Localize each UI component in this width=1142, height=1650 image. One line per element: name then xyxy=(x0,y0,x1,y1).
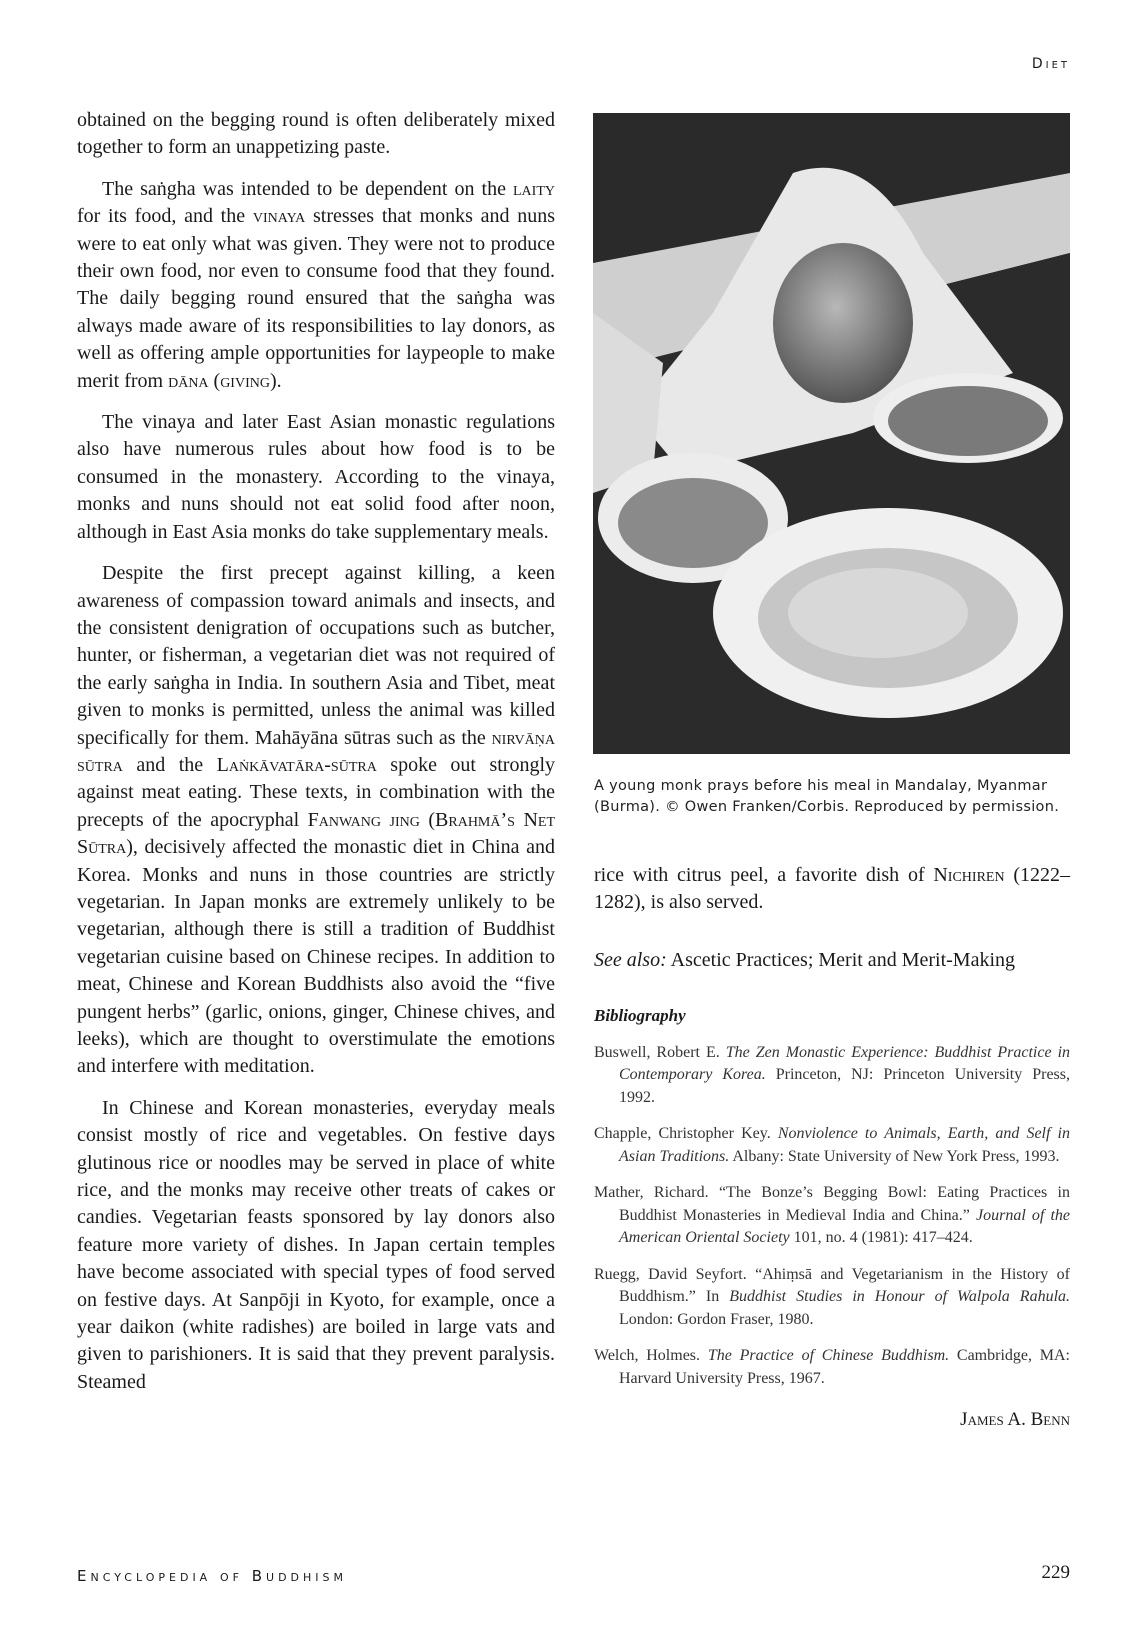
text-run: and the xyxy=(122,753,217,776)
text-run: Buswell, Robert E. xyxy=(594,1043,726,1061)
title-italic: Journal of the American Oriental Society xyxy=(619,1206,1071,1247)
bibliography-heading: Bibliography xyxy=(594,1006,686,1026)
bibliography-entry xyxy=(594,1123,1070,1168)
text-run: Cambridge, MA: Harvard University Press, 1967. xyxy=(619,1347,1071,1387)
text-run: London: Gordon Fraser, 1980. xyxy=(619,1310,814,1328)
text-run: The vinaya and later East Asian monastic regulations also have numerous rules about how food is to be consumed in the monastery. According to the vinaya, monks and nuns should not eat solid food after noon, although in East Asia monks do take supplementary meals. xyxy=(77,411,555,543)
text-run: Albany: State University of New York Press, 1993. xyxy=(729,1147,1060,1165)
title-italic: Nonviolence to Animals, Earth, and Self in Asian Traditions. xyxy=(619,1125,1071,1165)
text-run: stresses that monks and nuns were to eat only what was given. They were not to produce their own food, nor even to consume food that they found. The daily begging round ensured that the saṅgha was always made aware of its responsibilities to lay donors, as well as offering ample opportunities for laypeople to make merit from xyxy=(77,205,556,392)
text-run: Chapple, Christopher Key. xyxy=(594,1125,778,1143)
paragraph xyxy=(594,862,1070,917)
text-run: rice with citrus peel, a favorite dish of xyxy=(594,864,934,886)
paragraph xyxy=(77,107,555,162)
see-also xyxy=(594,947,1070,974)
photo-image xyxy=(593,113,1070,754)
bibliography-entry xyxy=(594,1345,1070,1390)
text-run: for its food, and the xyxy=(77,205,253,228)
bibliography-entry xyxy=(594,1264,1070,1332)
bibliography-entry xyxy=(594,1042,1070,1110)
photo-monk-meal xyxy=(593,113,1070,754)
text-run: Despite the first precept against killing, a keen awareness of compassion toward animals and insects, and the consistent denigration of occupations such as butcher, hunter, or fisherman, a vegetarian diet was not required of the early saṅgha in India. In southern Asia and Tibet, meat given to monks is permitted, unless the animal was killed specifically for them. Mahāyāna sūtras such as the xyxy=(77,562,555,749)
footer-book-title: Encyclopedia of Buddhism xyxy=(77,1567,348,1585)
text-run: Ruegg, David Seyfort. “Ahiṃsā and Vegetarianism in the History of Buddhism.” In xyxy=(594,1265,1070,1306)
article-author: James A. Benn xyxy=(960,1409,1070,1431)
paragraph xyxy=(77,1095,555,1396)
text-run: Mather, Richard. “The Bonze’s Begging Bowl: Eating Practices in Buddhist Monasteries in Medieval India and China.” xyxy=(594,1184,1070,1224)
paragraph xyxy=(77,176,555,395)
title-italic: The Practice of Chinese Buddhism. xyxy=(707,1347,950,1365)
running-head: Diet xyxy=(1031,56,1070,72)
text-run: The saṅgha was intended to be dependent on the xyxy=(102,177,513,200)
right-column xyxy=(594,862,1070,1434)
cross-reference: Laṅkāvatāra-sūtra xyxy=(216,753,377,776)
text-run: obtained on the begging round is often deliberately mixed together to form an unappetizing paste. xyxy=(77,109,555,159)
cross-reference: Fanwang jing (Brahmā’s Net Sūtra) xyxy=(77,808,555,859)
text-run: Welch, Holmes. xyxy=(594,1347,708,1365)
cross-reference: vinaya xyxy=(252,205,306,228)
title-italic: The Zen Monastic Experience: Buddhist Practice in Contemporary Korea. xyxy=(619,1043,1071,1084)
bibliography-entry xyxy=(594,1182,1070,1250)
text-run: spoke out strongly against meat eating. These texts, in combination with the precepts of the apocryphal xyxy=(77,753,556,831)
cross-reference: laity xyxy=(513,177,555,200)
text-run: In Chinese and Korean monasteries, everyday meals consist mostly of rice and vegetables. On festive days glutinous rice or noodles may be served in place of white rice, and the monks may receive other treats of cakes or candies. Vegetarian feasts sponsored by lay donors also feature more variety of dishes. In Japan certain temples have become associated with special types of food served on festive days. At Sanpōji in Kyoto, for example, once a year daikon (white radishes) are boiled in large vats and given to parishioners. It is said that they prevent paralysis. Steamed xyxy=(77,1096,555,1393)
text-run: , decisively affected the monastic diet in China and Korea. Monks and nuns in those countries are strictly vegetarian. In Japan monks are extremely unlikely to be vegetarian, although there is still a tradition of Buddhist vegetarian cuisine based on Chinese recipes. In addition to meat, Chinese and Korean Buddhists also avoid the “five pungent herbs” (garlic, onions, ginger, Chinese chives, and leeks), which are thought to overstimulate the emotions and interfere with meditation. xyxy=(77,836,555,1078)
see-also-links: Ascetic Practices; Merit and Merit-Making xyxy=(666,948,1015,971)
cross-reference: dāna (giving) xyxy=(168,369,277,392)
text-run: . xyxy=(276,369,282,392)
left-column xyxy=(77,107,555,1410)
title-italic: Buddhist Studies in Honour of Walpola Rahula. xyxy=(729,1288,1071,1306)
paragraph xyxy=(77,560,555,1081)
text-run: Princeton, NJ: Princeton University Press, 1992. xyxy=(619,1066,1070,1106)
text-run: 101, no. 4 (1981): 417–424. xyxy=(789,1229,973,1247)
photo-caption: A young monk prays before his meal in Mandalay, Myanmar (Burma). © Owen Franken/Corbis. Reproduced by permission. xyxy=(594,778,1060,815)
cross-reference: nirvāṇa sūtra xyxy=(77,726,555,776)
text-run: (1222–1282), is also served. xyxy=(594,864,1070,914)
see-also-label: See also: xyxy=(594,948,667,971)
cross-reference: Nichiren xyxy=(933,864,1005,886)
paragraph xyxy=(77,409,555,546)
page-number: 229 xyxy=(1041,1562,1070,1583)
